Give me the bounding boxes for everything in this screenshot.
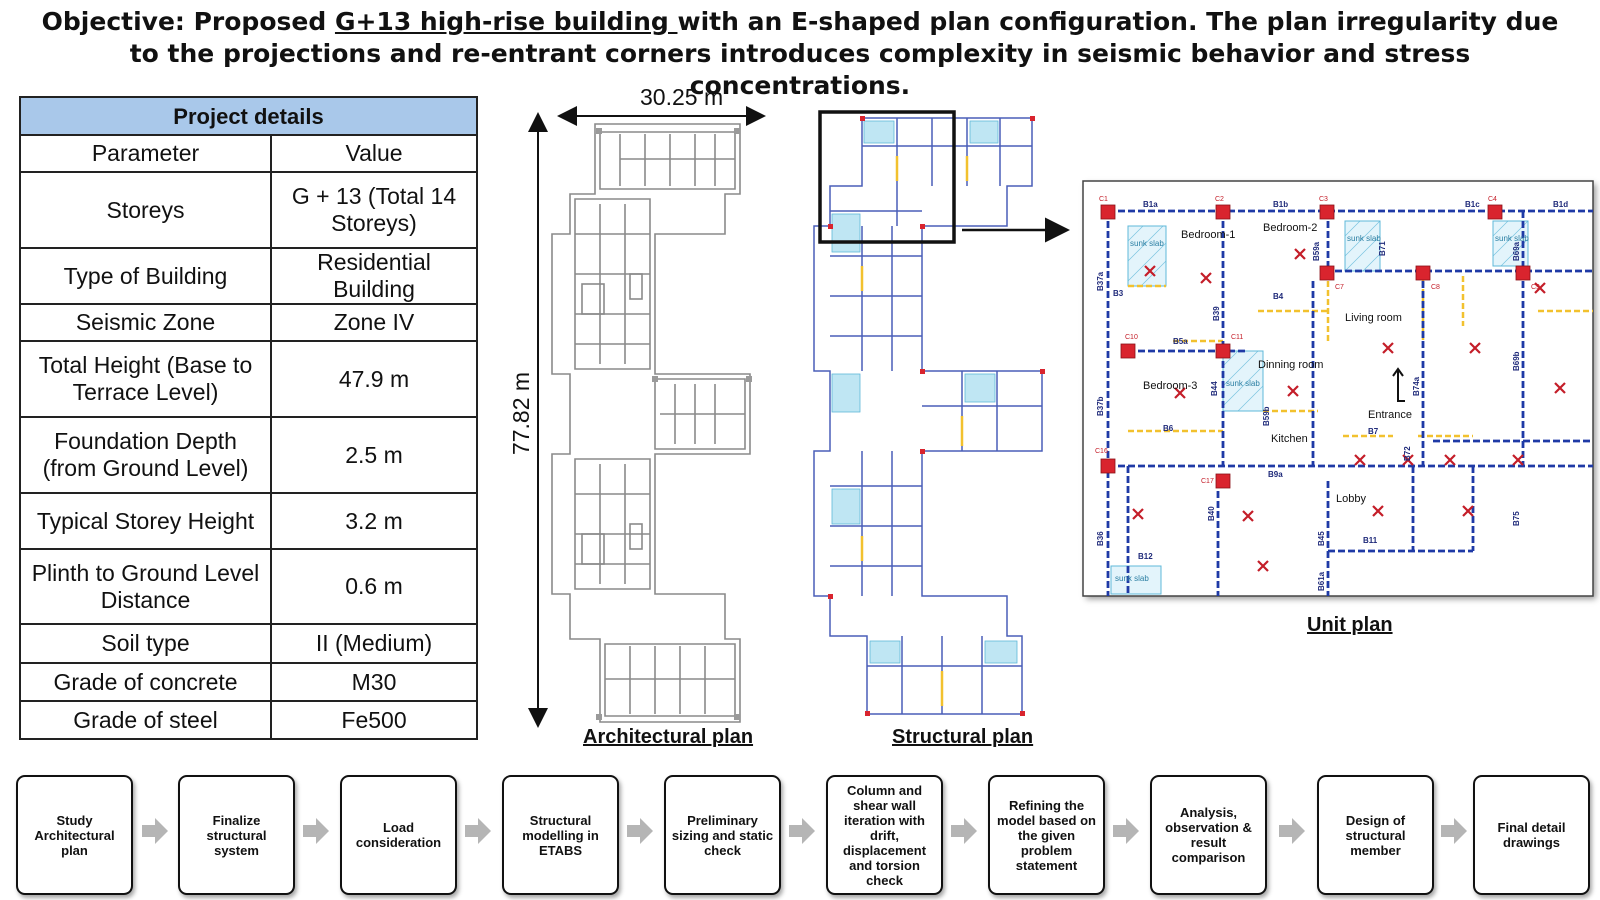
- unit-plan: [1083, 181, 1593, 596]
- arrow-right-icon: [465, 818, 491, 844]
- beam-label: B59a: [1312, 241, 1321, 261]
- column-label: C10: [1125, 334, 1138, 341]
- column-label: C8: [1431, 284, 1440, 291]
- column-header-parameter: Parameter: [20, 135, 271, 172]
- beam-label: B37b: [1096, 396, 1105, 416]
- column-label: C2: [1215, 196, 1224, 203]
- beam-label: B1b: [1273, 200, 1289, 209]
- room-label: Kitchen: [1271, 433, 1308, 445]
- beam-label: B36: [1096, 531, 1105, 546]
- slab-label: sunk slab: [1130, 239, 1164, 248]
- column-header-value: Value: [271, 135, 477, 172]
- beam-label: B40: [1207, 506, 1216, 521]
- objective-highlight: G+13 high-rise building: [334, 7, 678, 36]
- arrow-right-icon: [142, 818, 168, 844]
- slab-label: sunk slab: [1115, 574, 1149, 583]
- param-cell: Typical Storey Height: [20, 493, 271, 549]
- beam-label: B69b: [1512, 351, 1521, 371]
- table-title: Project details: [20, 97, 477, 135]
- param-cell: Plinth to Ground Level Distance: [20, 549, 271, 624]
- beam-label: B11: [1363, 536, 1378, 545]
- width-dimension-label: 30.25 m: [640, 84, 724, 110]
- workflow-step: Analysis, observation & result comparison: [1150, 775, 1267, 895]
- beam-label: B12: [1138, 552, 1153, 561]
- value-cell: Fe500: [271, 701, 477, 739]
- param-cell: Foundation Depth (from Ground Level): [20, 417, 271, 493]
- param-cell: Grade of concrete: [20, 663, 271, 701]
- beam-label: B71: [1378, 241, 1387, 256]
- architectural-plan: [560, 124, 780, 724]
- beam-label: B75: [1512, 511, 1521, 526]
- column-label: C1: [1099, 196, 1108, 203]
- structural-plan: [822, 116, 1057, 716]
- value-cell: 2.5 m: [271, 417, 477, 493]
- objective-prefix: Objective: Proposed: [41, 7, 335, 36]
- objective-suffix: with an E-shaped plan configuration. The plan irregularity due to the projections and re-entrant corners introduces complexity in seismic behavior and stress concentrations.: [129, 7, 1559, 100]
- structural-plan-caption: Structural plan: [892, 726, 1034, 748]
- column-label: C9: [1531, 284, 1540, 291]
- beam-label: B1d: [1553, 200, 1569, 209]
- beam-label: B69a: [1512, 241, 1521, 261]
- arrow-right-icon: [1113, 818, 1139, 844]
- value-cell: Zone IV: [271, 304, 477, 341]
- workflow-step: Preliminary sizing and static check: [664, 775, 781, 895]
- column-label: C4: [1488, 196, 1497, 203]
- workflow-step: Load consideration: [340, 775, 457, 895]
- param-cell: Type of Building: [20, 248, 271, 304]
- column-label: C11: [1231, 334, 1244, 341]
- beam-label: B39: [1212, 306, 1221, 321]
- arrow-right-icon: [1441, 818, 1467, 844]
- beam-label: B72: [1403, 446, 1412, 461]
- beam-label: B4: [1273, 292, 1284, 301]
- column-label: C7: [1335, 284, 1344, 291]
- param-cell: Storeys: [20, 172, 271, 248]
- room-label: Dinning room: [1258, 359, 1324, 371]
- slab-label: sunk slab: [1226, 379, 1260, 388]
- arrow-right-icon: [303, 818, 329, 844]
- workflow-step: Structural modelling in ETABS: [502, 775, 619, 895]
- room-label: Bedroom-2: [1263, 222, 1318, 234]
- beam-label: B9a: [1268, 470, 1283, 479]
- value-cell: M30: [271, 663, 477, 701]
- value-cell: Residential Building: [271, 248, 477, 304]
- room-label: Bedroom-1: [1181, 229, 1236, 241]
- room-label: Living room: [1345, 312, 1402, 324]
- workflow-step: Study Architectural plan: [16, 775, 133, 895]
- beam-label: B74a: [1412, 376, 1421, 396]
- column-label: C3: [1319, 196, 1328, 203]
- arrow-right-icon: [627, 818, 653, 844]
- column-label: C16: [1095, 448, 1108, 455]
- beam-label: B7: [1368, 427, 1379, 436]
- slab-label: sunk slab: [1495, 234, 1529, 243]
- workflow-step: Design of structural member: [1317, 775, 1434, 895]
- beam-label: B3: [1113, 289, 1124, 298]
- beam-label: B1c: [1465, 200, 1480, 209]
- beam-label: B1a: [1143, 200, 1158, 209]
- column-label: C17: [1201, 478, 1214, 485]
- beam-label: B5a: [1173, 337, 1188, 346]
- arrow-right-icon: [1279, 818, 1305, 844]
- beam-label: B6: [1163, 424, 1174, 433]
- room-label: Lobby: [1336, 493, 1366, 505]
- value-cell: 0.6 m: [271, 549, 477, 624]
- value-cell: II (Medium): [271, 624, 477, 663]
- param-cell: Total Height (Base to Terrace Level): [20, 341, 271, 417]
- room-label: Bedroom-3: [1143, 380, 1198, 392]
- workflow-step: Column and shear wall iteration with drift, displacement and torsion check: [826, 775, 943, 895]
- workflow: [0, 770, 1600, 895]
- value-cell: G + 13 (Total 14 Storeys): [271, 172, 477, 248]
- workflow-step: Finalize structural system: [178, 775, 295, 895]
- arrow-right-icon: [951, 818, 977, 844]
- beam-label: B37a: [1096, 271, 1105, 291]
- workflow-step: Final detail drawings: [1473, 775, 1590, 895]
- unit-plan-caption: Unit plan: [1307, 614, 1393, 636]
- beam-label: B61a: [1317, 571, 1326, 591]
- slab-label: sunk slab: [1347, 234, 1381, 243]
- arrow-right-icon: [789, 818, 815, 844]
- workflow-step: Refining the model based on the given problem statement: [988, 775, 1105, 895]
- beam-label: B44: [1210, 381, 1219, 396]
- param-cell: Seismic Zone: [20, 304, 271, 341]
- room-label: Entrance: [1368, 409, 1413, 421]
- architectural-plan-caption: Architectural plan: [583, 726, 754, 748]
- value-cell: 3.2 m: [271, 493, 477, 549]
- pointer-arrow: [960, 220, 1070, 240]
- param-cell: Soil type: [20, 624, 271, 663]
- value-cell: 47.9 m: [271, 341, 477, 417]
- beam-label: B59b: [1262, 406, 1271, 426]
- param-cell: Grade of steel: [20, 701, 271, 739]
- height-dimension-label: 77.82 m: [508, 371, 535, 456]
- beam-label: B45: [1317, 531, 1326, 546]
